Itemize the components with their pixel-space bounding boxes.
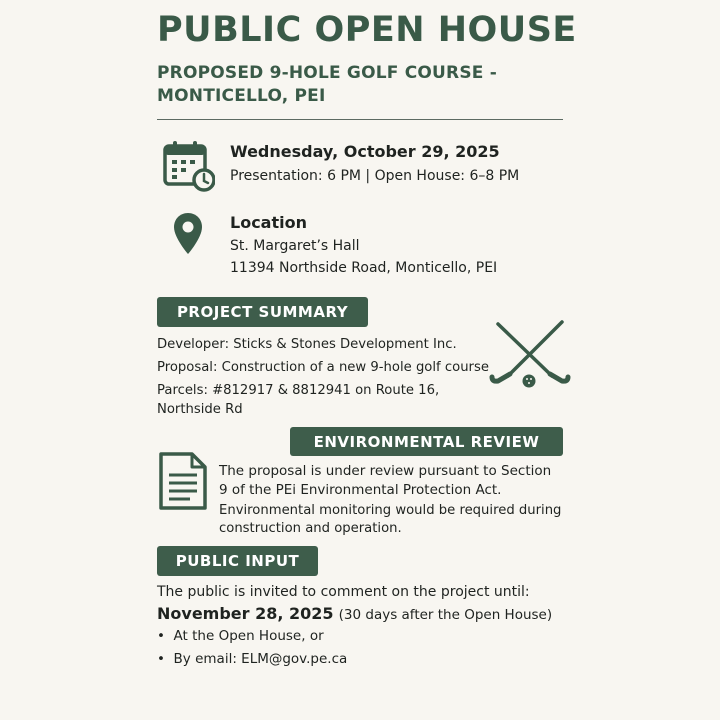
location-address: 11394 Northside Road, Monticello, PEI [230, 260, 498, 276]
event-date: Wednesday, October 29, 2025 [230, 142, 500, 161]
env-text-line-2: 9 of the PEi Environmental Protection Act. [219, 482, 502, 498]
deadline-line [157, 604, 552, 623]
header-divider [157, 119, 563, 120]
bullet-dot: • [157, 628, 174, 644]
event-times: Presentation: 6 PM | Open House: 6–8 PM [230, 168, 520, 184]
public-input-banner: PUBLIC INPUT [157, 546, 318, 576]
document-icon [158, 451, 208, 511]
page-subtitle: PROPOSED 9-HOLE GOLF COURSE - MONTICELLO, PEI [157, 63, 497, 106]
location-heading: Location [230, 213, 307, 232]
deadline-note: (30 days after the Open House) [338, 607, 553, 623]
developer-line: Developer: Sticks & Stones Development Inc. [157, 337, 457, 352]
env-text-line-1: The proposal is under review pursuant to Section [219, 463, 552, 479]
project-summary-banner: PROJECT SUMMARY [157, 297, 368, 327]
calendar-clock-icon [163, 140, 215, 192]
location-pin-icon [173, 212, 203, 256]
public-invite-text: The public is invited to comment on the project until: [157, 584, 530, 600]
bullet-item [157, 651, 347, 667]
golf-clubs-icon [488, 318, 574, 390]
proposal-line: Proposal: Construction of a new 9-hole golf course [157, 360, 489, 375]
env-text-line-4: construction and operation. [219, 521, 402, 536]
bullet-dot: • [157, 651, 174, 667]
parcels-line: Parcels: #812917 & 8812941 on Route 16, [157, 383, 440, 398]
deadline-date: November 28, 2025 [157, 604, 334, 623]
bullet-item [157, 628, 324, 644]
env-text-line-3: Environmental monitoring would be required during [219, 503, 562, 518]
parcels-line-cont: Northside Rd [157, 402, 243, 417]
location-venue: St. Margaret’s Hall [230, 238, 360, 254]
bullet-text: By email: ELM@gov.pe.ca [173, 651, 348, 667]
page-title: PUBLIC OPEN HOUSE [157, 10, 577, 50]
environmental-review-banner: ENVIRONMENTAL REVIEW [290, 427, 563, 456]
bullet-text: At the Open House, or [173, 628, 324, 644]
